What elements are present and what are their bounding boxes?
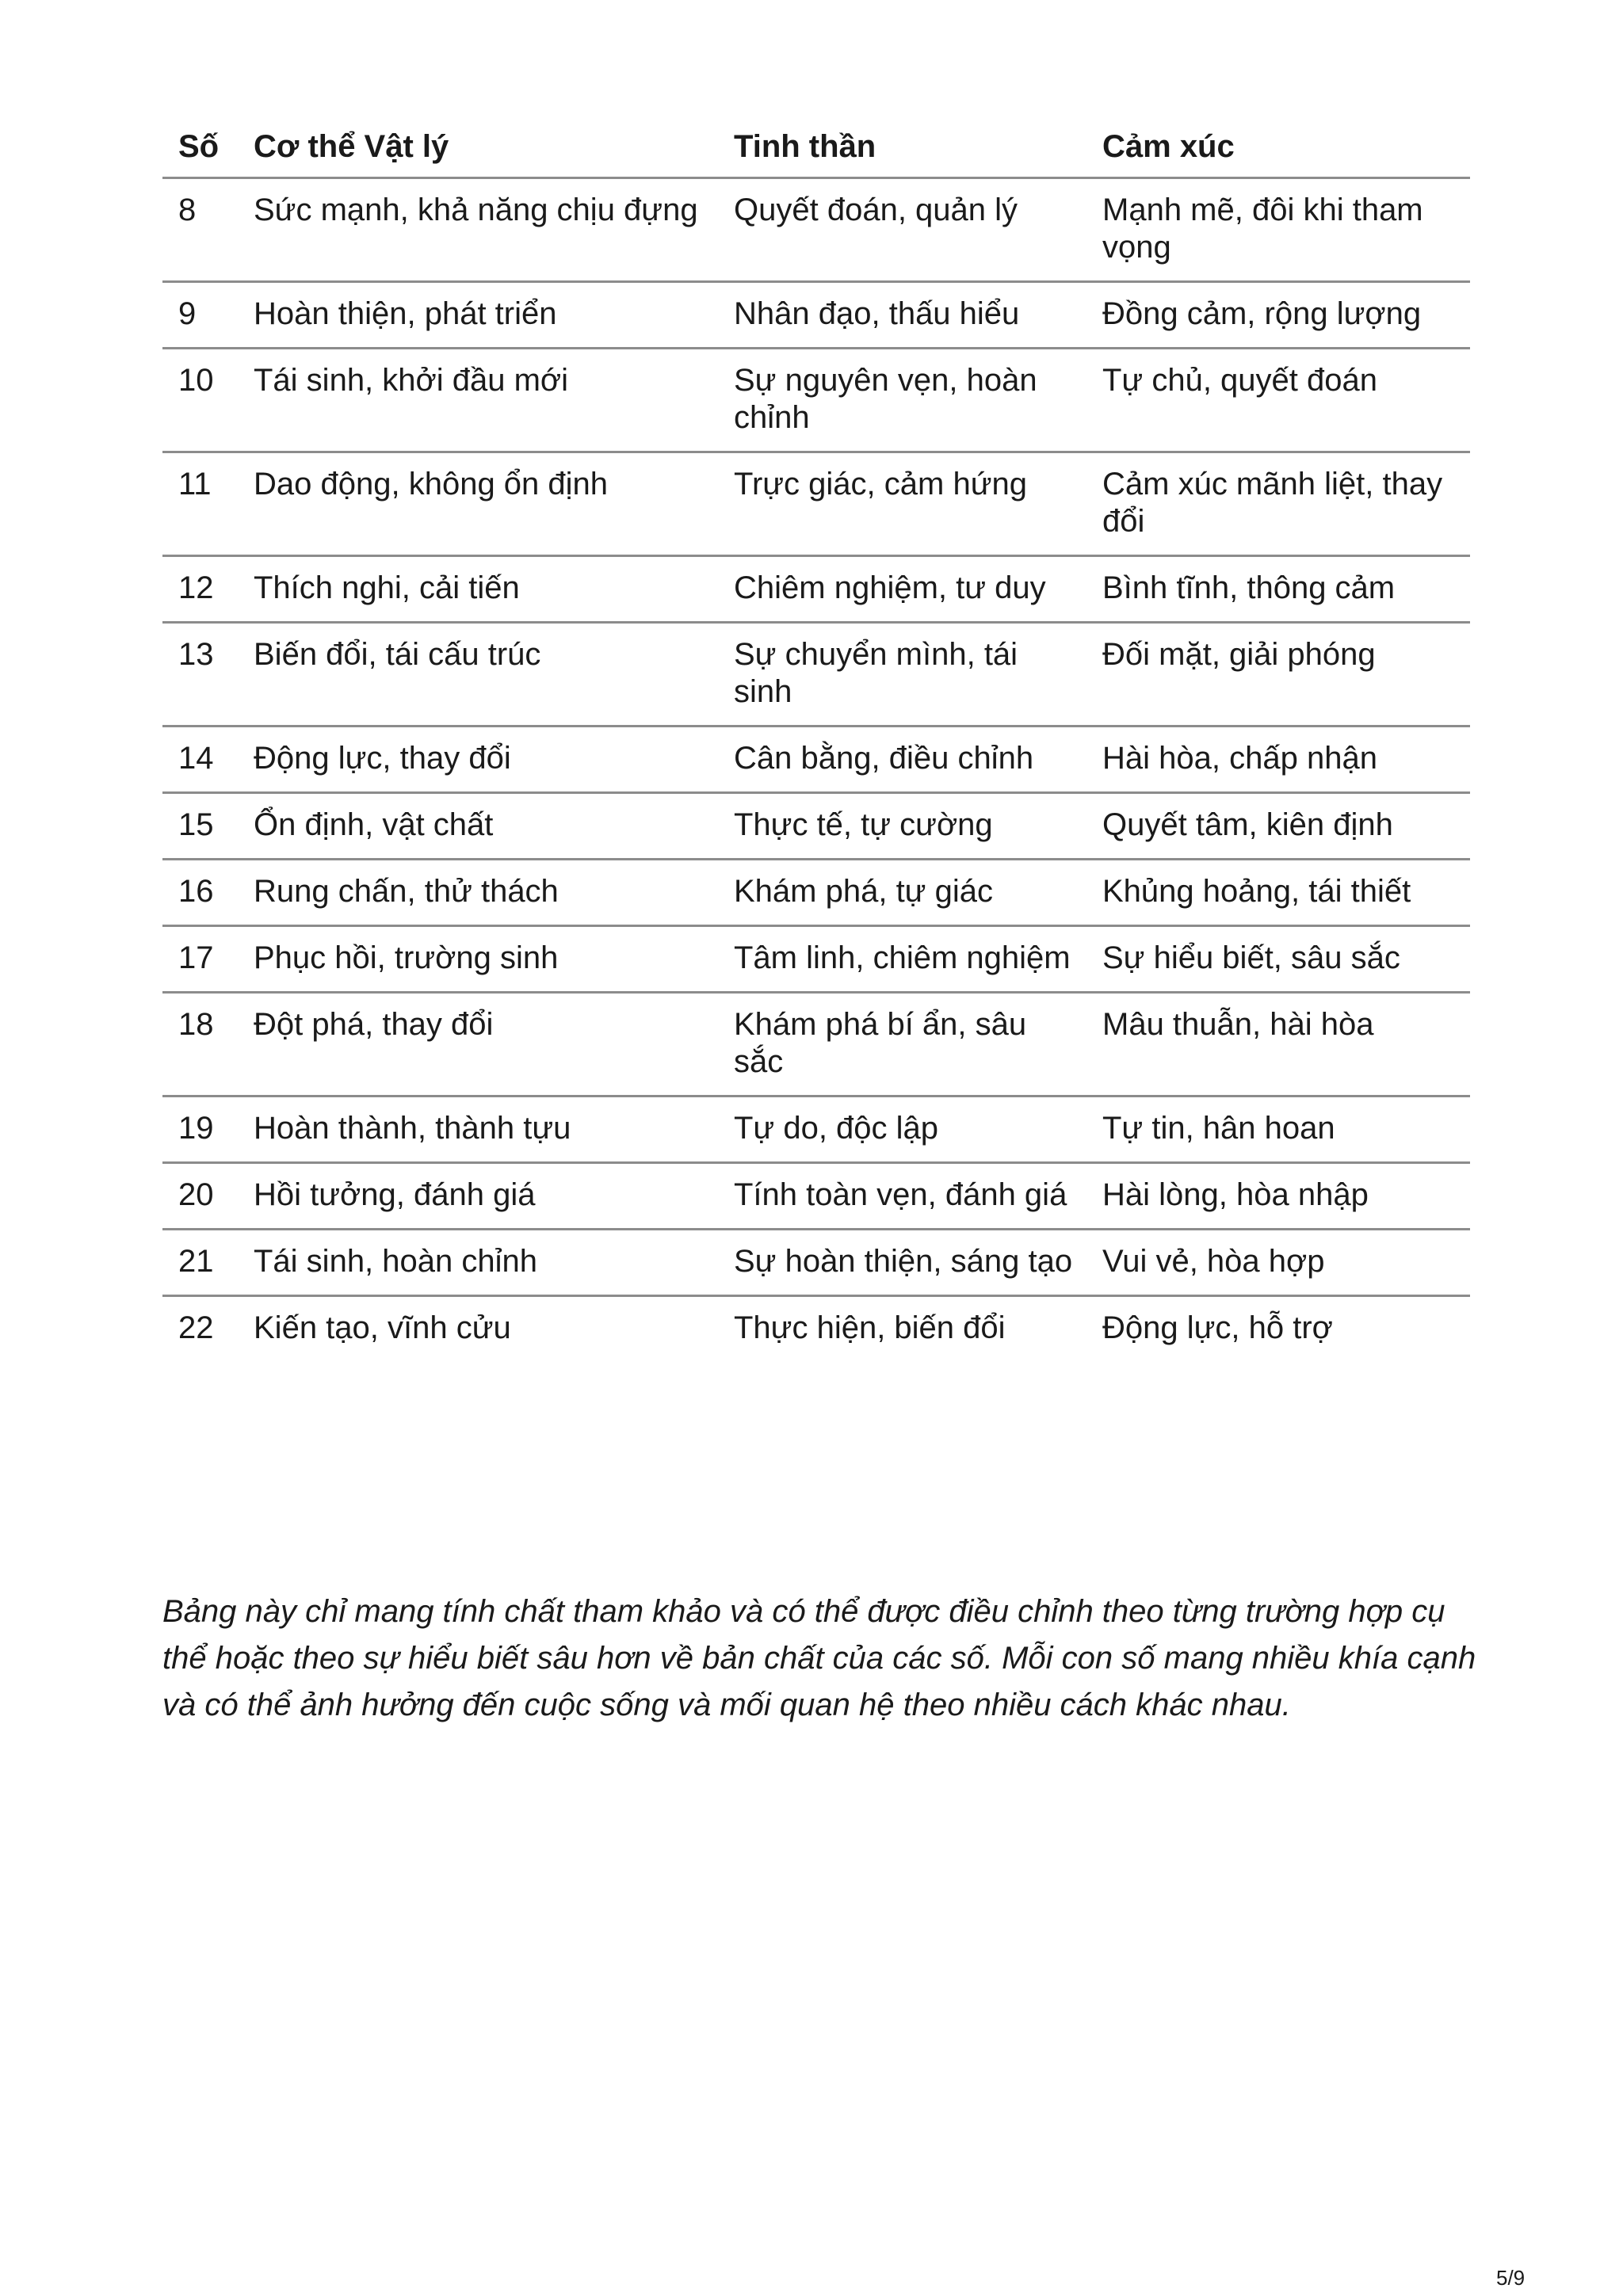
cell-physical-body: Đột phá, thay đổi [238, 993, 718, 1097]
cell-emotion: Động lực, hỗ trợ [1102, 1310, 1333, 1345]
table-row [162, 452, 1470, 556]
cell-number: 19 [162, 1097, 238, 1163]
cell-physical-body: Ổn định, vật chất [238, 793, 718, 860]
table-row [162, 1230, 1470, 1296]
cell-emotion: Đối mặt, giải phóng [1086, 623, 1470, 727]
table-row [162, 727, 1470, 793]
cell-mind: Nhân đạo, thấu hiểu [718, 282, 1086, 349]
cell-physical-body: Tái sinh, khởi đầu mới [238, 349, 718, 452]
cell-emotion: Tự chủ, quyết đoán [1086, 349, 1470, 452]
cell-emotion: Bình tĩnh, thông cảm [1086, 556, 1470, 623]
cell-mind: Thực tế, tự cường [718, 793, 1086, 860]
cell-physical-body: Động lực, thay đổi [238, 727, 718, 793]
cell-mind: Sự hoàn thiện, sáng tạo [718, 1230, 1086, 1296]
cell-number: 12 [162, 556, 238, 623]
numerology-table [162, 119, 1470, 1361]
cell-mind: Quyết đoán, quản lý [718, 178, 1086, 282]
cell-emotion: Sự hiểu biết, sâu sắc [1086, 926, 1470, 993]
cell-emotion: Đồng cảm, rộng lượng [1086, 282, 1470, 349]
table-header-row [162, 119, 1470, 178]
cell-number: 22 [178, 1310, 214, 1345]
cell-mind: Sự nguyên vẹn, hoàn chỉnh [718, 349, 1086, 452]
cell-mind: Sự chuyển mình, tái sinh [718, 623, 1086, 727]
cell-number: 13 [162, 623, 238, 727]
cell-physical-body: Sức mạnh, khả năng chịu đựng [238, 178, 718, 282]
table-row [162, 1163, 1470, 1230]
cell-number: 17 [162, 926, 238, 993]
table-row [162, 926, 1470, 993]
cell-number: 14 [162, 727, 238, 793]
table-note: Bảng này chỉ mang tính chất tham khảo và có thể được điều chỉnh theo từng trường hợp cụ thể hoặc theo sự hiểu biết sâu hơn về bản chất của các số. Mỗi con số mang nhiều khía cạnh và có thể ảnh hưởng đến cuộc sống và mối quan hệ theo nhiều cách khác nhau. [162, 1594, 1476, 1722]
cell-mind: Tự do, độc lập [718, 1097, 1086, 1163]
cell-physical-body: Thích nghi, cải tiến [238, 556, 718, 623]
cell-mind: Khám phá bí ẩn, sâu sắc [718, 993, 1086, 1097]
table-row [162, 623, 1470, 727]
cell-emotion: Cảm xúc mãnh liệt, thay đổi [1086, 452, 1470, 556]
cell-mind: Thực hiện, biến đổi [734, 1310, 1006, 1345]
cell-physical-body: Hoàn thiện, phát triển [238, 282, 718, 349]
cell-emotion: Tự tin, hân hoan [1086, 1097, 1470, 1163]
header-physical-body: Cơ thể Vật lý [238, 119, 718, 178]
cell-number: 9 [162, 282, 238, 349]
cell-physical-body: Biến đổi, tái cấu trúc [238, 623, 718, 727]
cell-physical-body: Phục hồi, trường sinh [238, 926, 718, 993]
cell-number: 8 [162, 178, 238, 282]
cell-number: 16 [162, 860, 238, 926]
table-header [162, 119, 1470, 178]
cell-physical-body: Tái sinh, hoàn chỉnh [238, 1230, 718, 1296]
header-emotion: Cảm xúc [1086, 119, 1470, 178]
header-number: Số [162, 119, 238, 178]
cell-mind: Tâm linh, chiêm nghiệm [718, 926, 1086, 993]
cell-emotion: Quyết tâm, kiên định [1086, 793, 1470, 860]
cell-number: 10 [162, 349, 238, 452]
cell-number: 11 [162, 452, 238, 556]
cell-number: 15 [162, 793, 238, 860]
cell-physical-body: Hồi tưởng, đánh giá [238, 1163, 718, 1230]
cell-emotion: Vui vẻ, hòa hợp [1086, 1230, 1470, 1296]
cell-number: 20 [162, 1163, 238, 1230]
page-number: 5/9 [1496, 2266, 1526, 2290]
cell-emotion: Hài lòng, hòa nhập [1086, 1163, 1470, 1230]
cell-emotion: Mạnh mẽ, đôi khi tham vọng [1086, 178, 1470, 282]
cell-mind: Trực giác, cảm hứng [718, 452, 1086, 556]
table-row [162, 1097, 1470, 1163]
cell-mind: Tính toàn vẹn, đánh giá [718, 1163, 1086, 1230]
cell-mind: Khám phá, tự giác [718, 860, 1086, 926]
cell-physical-body: Dao động, không ổn định [238, 452, 718, 556]
header-mind: Tinh thần [718, 119, 1086, 178]
table-row [162, 860, 1470, 926]
cell-physical-body: Rung chấn, thử thách [238, 860, 718, 926]
cell-emotion: Mâu thuẫn, hài hòa [1086, 993, 1470, 1097]
table-row [162, 282, 1470, 349]
table-row [162, 349, 1470, 452]
cell-physical-body: Hoàn thành, thành tựu [238, 1097, 718, 1163]
table-row [162, 556, 1470, 623]
table-row [162, 1296, 1470, 1362]
cell-mind: Cân bằng, điều chỉnh [718, 727, 1086, 793]
table-row [162, 793, 1470, 860]
cell-mind: Chiêm nghiệm, tư duy [718, 556, 1086, 623]
table-row [162, 993, 1470, 1097]
cell-emotion: Khủng hoảng, tái thiết [1086, 860, 1470, 926]
table-row [162, 178, 1470, 282]
cell-physical-body: Kiến tạo, vĩnh cửu [254, 1310, 511, 1345]
cell-number: 21 [162, 1230, 238, 1296]
table-body [162, 178, 1470, 1362]
cell-number: 18 [162, 993, 238, 1097]
cell-emotion: Hài hòa, chấp nhận [1086, 727, 1470, 793]
